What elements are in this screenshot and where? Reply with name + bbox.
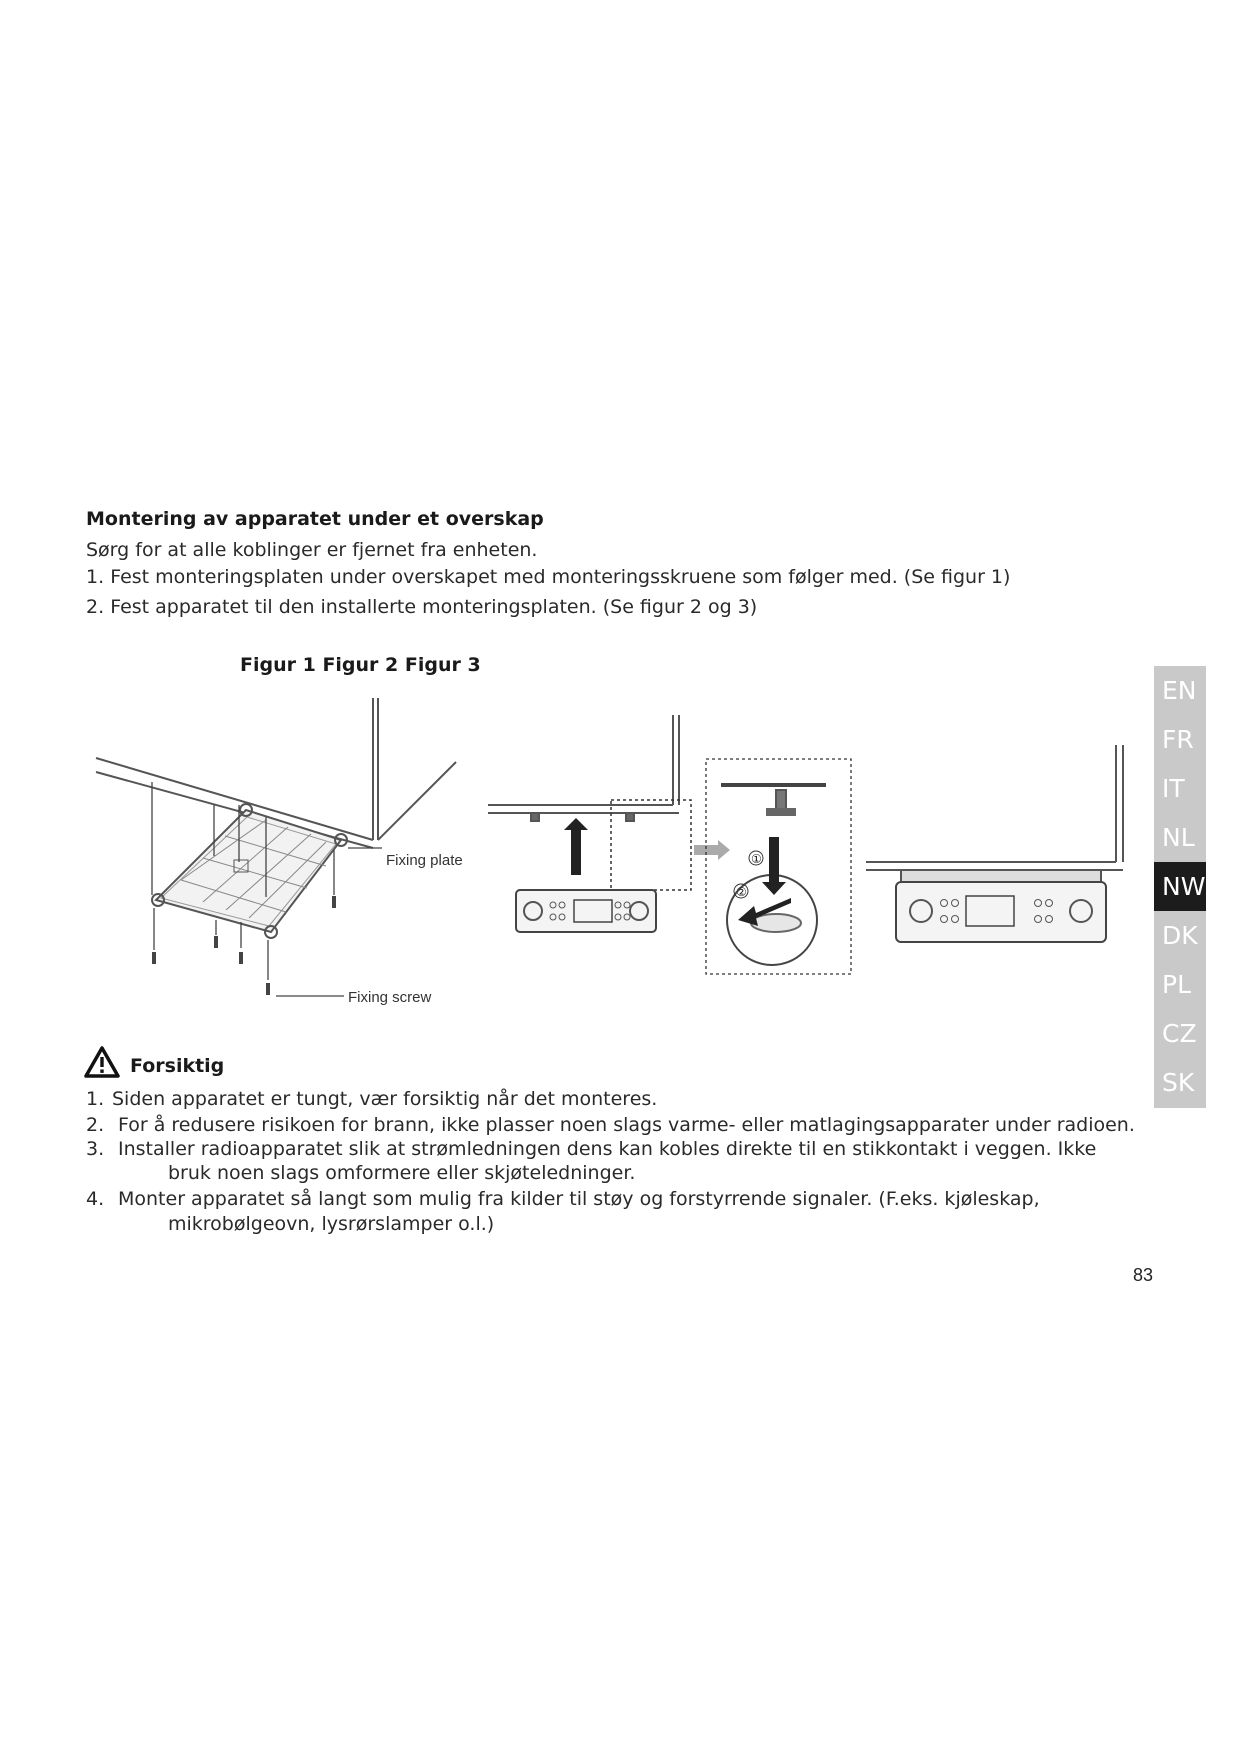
caution-number: 3. [86, 1138, 105, 1160]
caution-text: Installer radioapparatet slik at strømledningen dens kan kobles direkte til en stikkontakt i veggen. Ikke [118, 1138, 1097, 1160]
caution-text: Siden apparatet er tungt, vær forsiktig når det monteres. [112, 1088, 658, 1110]
caution-item [86, 1114, 1135, 1136]
caution-number: 2. [86, 1114, 105, 1136]
caution-text: Monter apparatet så langt som mulig fra kilder til støy og forstyrrende signaler. (F.eks. kjøleskap, [118, 1188, 1040, 1210]
caution-number: 4. [86, 1188, 105, 1210]
step-text: Fest monteringsplaten under overskapet med monteringsskruene som følger med. (Se figur 1) [110, 566, 1011, 588]
warning-icon [84, 1046, 120, 1078]
installation-figure [86, 690, 1146, 1020]
caution-text: For å redusere risikoen for brann, ikke plasser noen slags varme- eller matlagingsapparater under radioen. [118, 1114, 1135, 1136]
lang-tab-it[interactable]: IT [1162, 774, 1185, 803]
page-number: 83 [1133, 1265, 1154, 1285]
caution-title: Forsiktig [130, 1055, 225, 1077]
caution-number: 1. [86, 1088, 105, 1110]
step-item [86, 596, 757, 618]
caution-item [86, 1188, 1040, 1210]
figure-caption: Figur 1 Figur 2 Figur 3 [240, 654, 481, 676]
caution-text-continued: mikrobølgeovn, lysrørslamper o.l.) [168, 1213, 495, 1235]
caution-item [86, 1088, 657, 1110]
lang-tab-pl[interactable]: PL [1162, 970, 1192, 999]
step-number: 2. [86, 596, 105, 618]
callout-1: ① [751, 852, 762, 866]
lang-tab-nl[interactable]: NL [1162, 823, 1195, 852]
figure-3 [866, 745, 1123, 942]
fixing-screw-label: Fixing screw [348, 989, 432, 1006]
caution-text-continued: bruk noen slags omformere eller skjøteledninger. [168, 1162, 636, 1184]
lang-tab-fr[interactable]: FR [1162, 725, 1194, 754]
language-tabs [1154, 666, 1206, 1108]
callout-2: ② [736, 885, 747, 899]
figure-2 [488, 715, 851, 974]
section-heading: Montering av apparatet under et overskap [86, 508, 544, 530]
intro-text: Sørg for at alle koblinger er fjernet fra enheten. [86, 539, 538, 561]
step-item [86, 566, 1010, 588]
figure-1 [96, 698, 456, 996]
lang-tab-cz[interactable]: CZ [1162, 1019, 1197, 1048]
lang-tab-nw[interactable]: NW [1154, 862, 1206, 911]
caution-item [86, 1138, 1096, 1160]
step-text: Fest apparatet til den installerte monteringsplaten. (Se figur 2 og 3) [110, 596, 758, 618]
lang-tab-sk[interactable]: SK [1162, 1068, 1195, 1097]
step-number: 1. [86, 566, 105, 588]
fixing-plate-label: Fixing plate [386, 852, 463, 869]
lang-tab-en[interactable]: EN [1162, 676, 1197, 705]
lang-tab-dk[interactable]: DK [1162, 921, 1198, 950]
